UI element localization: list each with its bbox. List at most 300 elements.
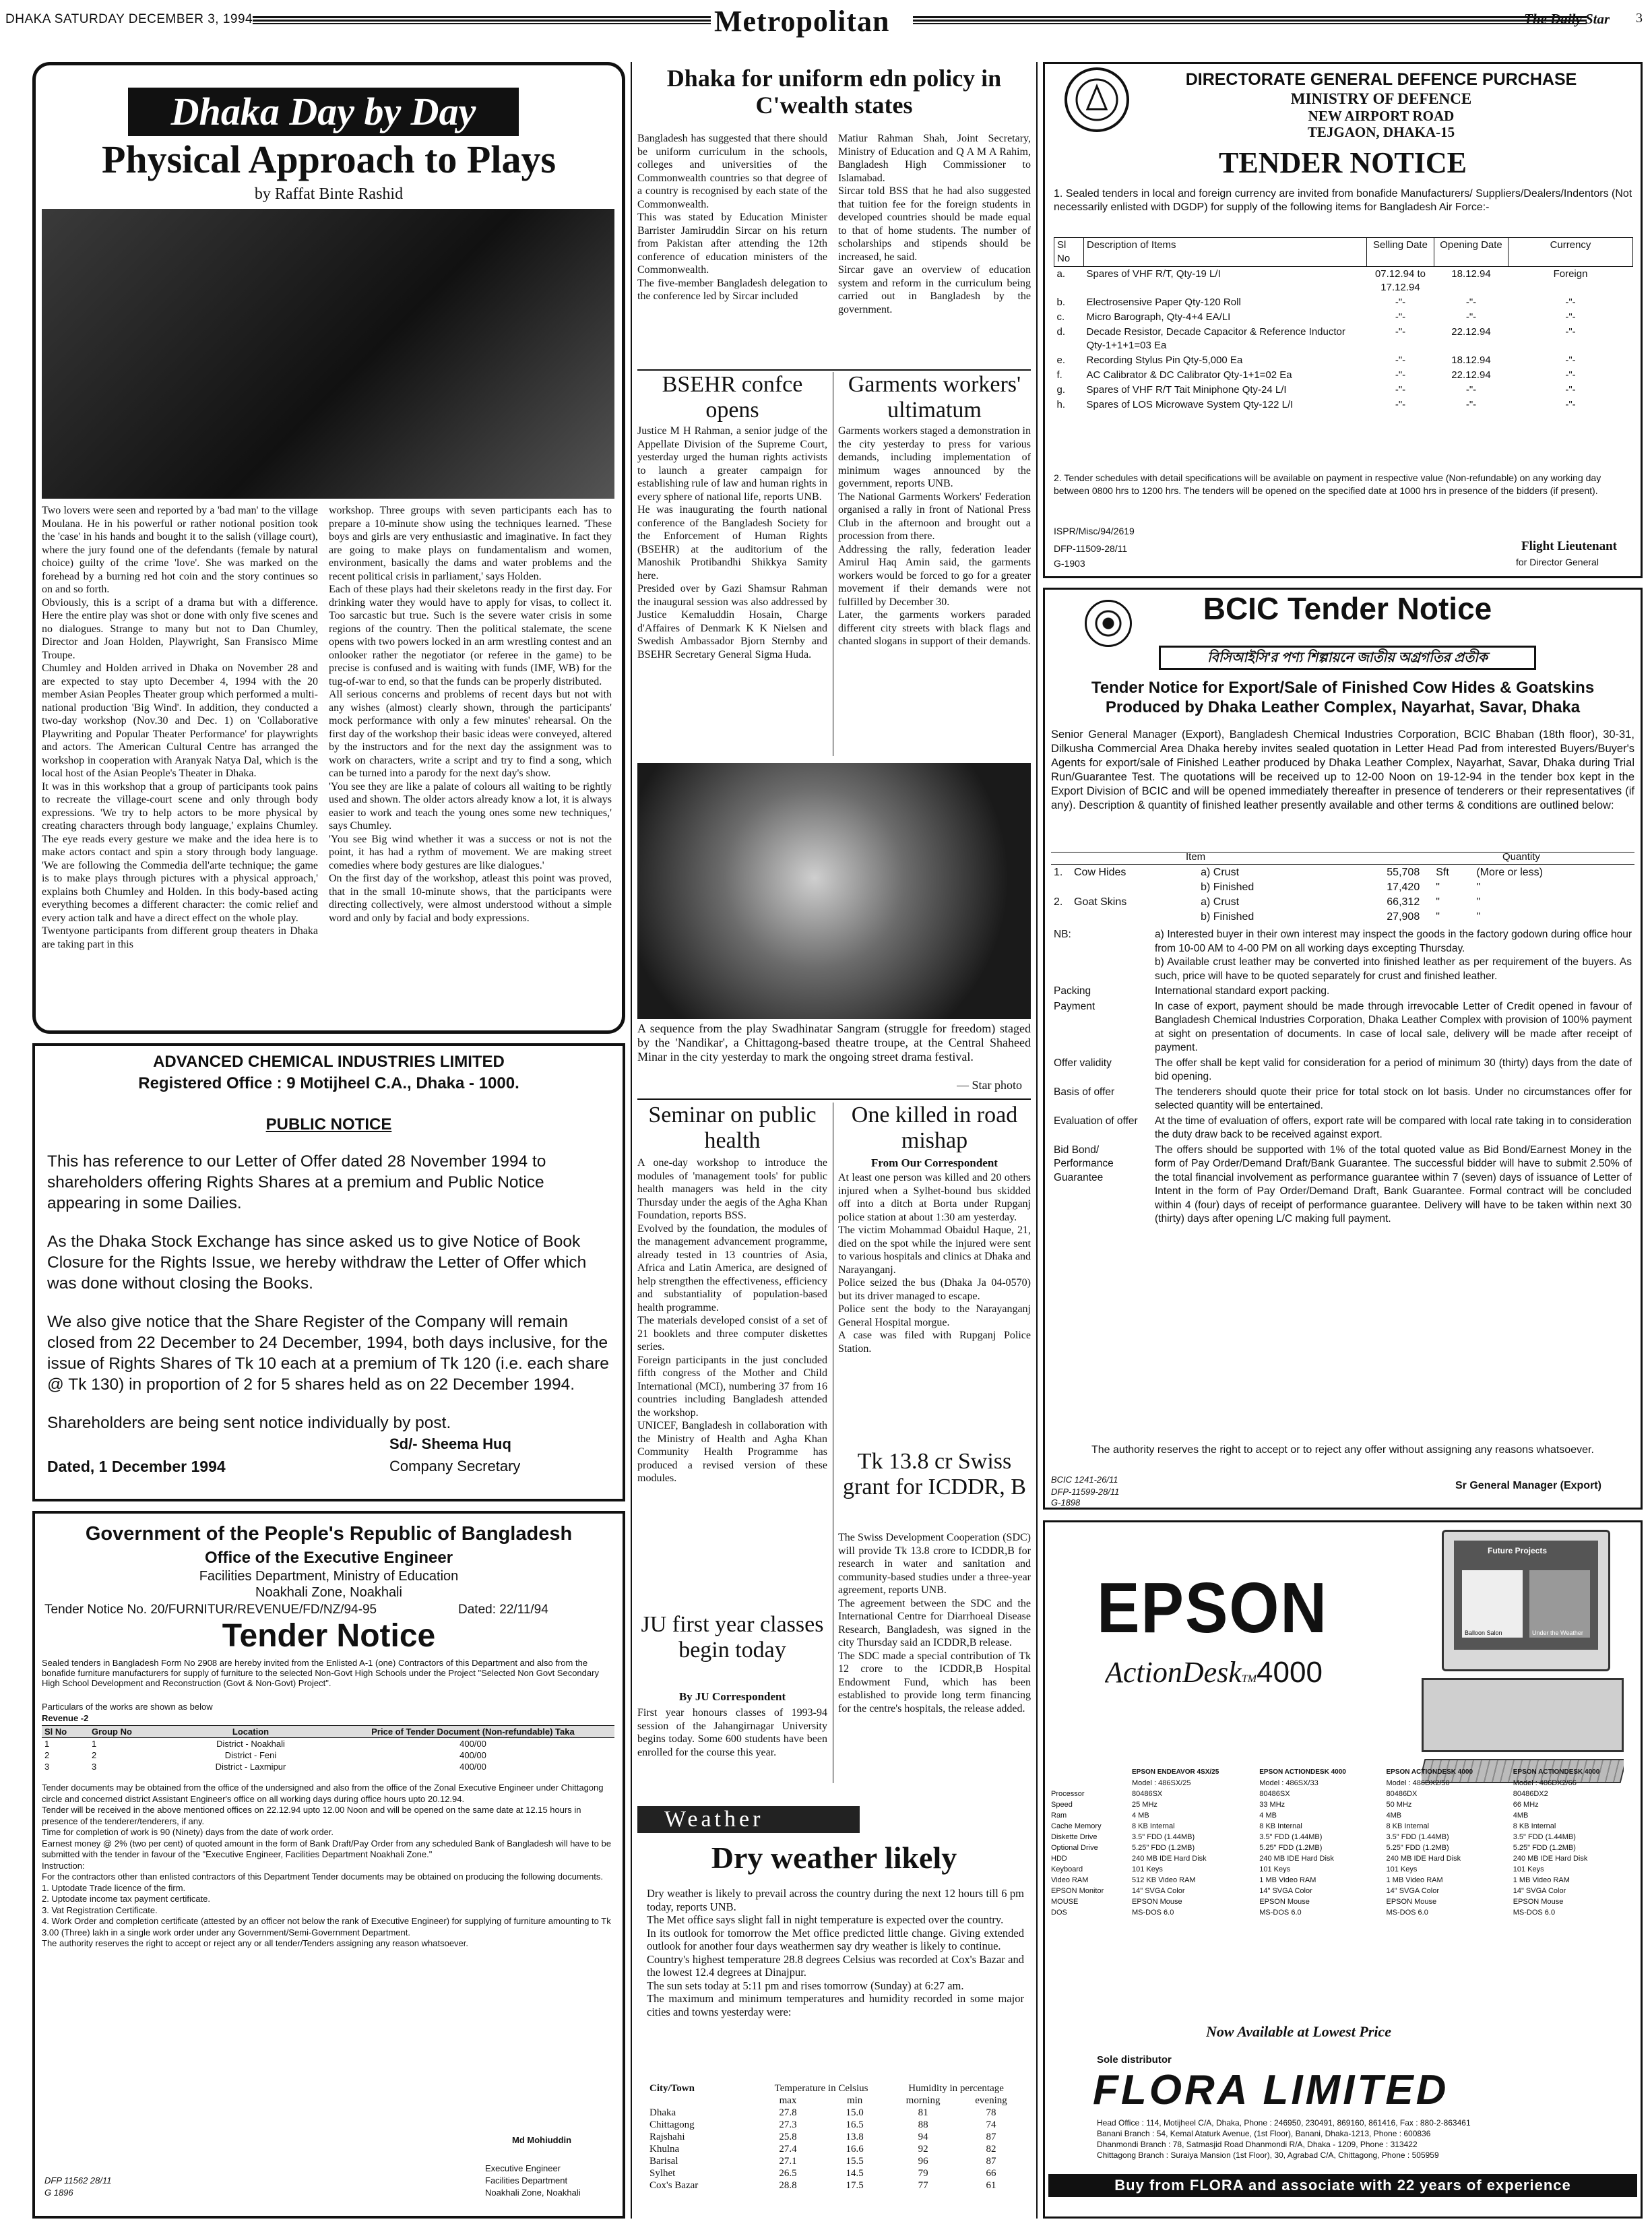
bcic-item-cell: b) Finished [1201, 911, 1254, 923]
bcic-item-cell: " [1436, 911, 1440, 923]
epson-spec-cell: 4 MB [1259, 1811, 1277, 1820]
bcic-bangla: বিসিআইসি'র পণ্য শিল্পায়নে জাতীয় অগ্রগতির প্রতীক [1159, 646, 1536, 670]
gov-table-row [42, 1761, 614, 1772]
masthead-rule-left [253, 16, 711, 24]
dgdp-table-cell: Spares of LOS Microwave System Qty-122 L/I [1086, 399, 1294, 410]
epson-spec-cell: Keyboard [1051, 1865, 1083, 1873]
dgdp-table-row [1054, 325, 1633, 353]
epson-spec-cell: HDD [1051, 1855, 1067, 1863]
dhaka-day-photo [42, 209, 614, 499]
bcic-item-cell: " [1436, 896, 1440, 908]
screen-label: Future Projects [1488, 1546, 1548, 1555]
uniform-headline: Dhaka for uniform edn policy in C'wealth states [666, 65, 1002, 119]
epson-spec-row [1048, 1789, 1637, 1799]
weather-body: Dry weather is likely to prevail across the country during the next 12 hours till 6 pm today, reports UNB. The Met office says slight fall in night temperature is expected over the country. In its outlook for tomorrow the Met office predicted little change. Giving extended outlook for another four days weathermen say dry weather is likely to continue. Country's highest temperature 28.8 degrees Celsius was recorded at Cox's Bazar and the lowest 12.4 degrees at Dinajpur. The sun sets today at 5:11 pm and rises tomorrow (Sunday) at 6:27 am. The maximum and minimum temperatures and humidity recorded in some major cities and towns yesterday were: [647, 1887, 1024, 2018]
bcic-term-cell: In case of export, payment should be made through irrevocable Letter of Credit opened in favour of Bangladesh Chemical Industries Corporation, Dhaka Leather Complex with provision of 100% payment at sight on presentation of documents. In case of local sale, delivery will be made after receipt of payment. [1155, 1000, 1632, 1053]
dhaka-day-byline: by Raffat Binte Rashid [254, 185, 404, 203]
epson-spec-cell: EPSON Mouse [1259, 1898, 1310, 1906]
bcic-item-cell: 1. [1054, 867, 1063, 878]
dgdp-heading: TENDER NOTICE [1219, 146, 1467, 179]
dgdp-table-cell: -"- [1395, 326, 1406, 338]
epson-spec-cell: Model : 486DX2/50 [1386, 1779, 1450, 1787]
bcic-item-cell: 27,908 [1387, 911, 1420, 923]
epson-spec-cell: Model : 486SX/25 [1132, 1779, 1191, 1787]
aci-dated: Dated, 1 December 1994 [47, 1458, 226, 1475]
dgdp-table-row [1054, 267, 1633, 296]
epson-spec-cell: 101 Keys [1386, 1865, 1418, 1873]
dateline: DHAKA SATURDAY DECEMBER 3, 1994 [5, 12, 253, 26]
dgdp-table-cell: Micro Barograph, Qty-4+4 EA/LI [1086, 311, 1231, 323]
epson-col-head [1048, 1767, 1129, 1778]
weather-table-cell: 77 [918, 2180, 928, 2191]
gov-zone: Noakhali Zone, Noakhali [255, 1585, 402, 1600]
gov-table-row [42, 1749, 614, 1761]
gov-table-row [42, 1738, 614, 1750]
bcic-item-cell: 66,312 [1387, 896, 1420, 908]
epson-spec-row [1048, 1853, 1637, 1864]
gov-table-cell: 2 [44, 1750, 50, 1760]
gov-table-cell: District - Noakhali [216, 1739, 285, 1749]
gov-body: Tender documents may be obtained from the office of the undersigned and also from the office of the Zonal Executive Engineer under Chittagong circle and concerned district Assistant Engineer's office on all working days during office hours upto 20.12.94. Tender will be received in the above mentioned offices on 22.12.94 upto 12.00 Noon and will be opened on the same date at 12.15 hours in presence of the tenderer/tenderers, if any. Time for completion of work is 90 (Ninety) days from the date of work order. Earnest money @ 2% (two per cent) of quoted amount in the form of Bank Draft/Pay Order from any scheduled Bank of Bangladesh will have to be submitted with the tender in favour of the "Executive Engineer, Facilities Department Noakhali Zone." Instruction: For the contractors other than enlisted contractors of this Department Tender documents may be obtained on producing the following documents. 1. Uptodate Trade licence of the firm. 2. Uptodate income tax payment certificate. 3. Vat Registration Certificate. 4. Work Order and completion certificate (attested by an officer not below the rank of Executive Engineer) for supplying of furniture amounting to Tk 3.00 (Three) lakh in a single work order under any Government/Semi-Government Department. The authority reserves the right to accept or reject any or all tender/Tenders assigning any reason whatsoever. [42, 1782, 611, 1948]
weather-table-cell: 16.5 [846, 2119, 864, 2130]
dgdp-ref-1: ISPR/Misc/94/2619 [1054, 526, 1135, 536]
dgdp-table-cell: b. [1056, 297, 1066, 308]
bcic-item-cell: Sft [1436, 867, 1449, 878]
weather-table-cell: 13.8 [846, 2132, 864, 2142]
weather-table-cell: 17.5 [846, 2180, 864, 2191]
epson-spec-cell: 8 KB Internal [1132, 1822, 1175, 1830]
weather-table-cell: 28.8 [779, 2180, 797, 2191]
office-banani: Banani Branch : 54, Kemal Ataturk Avenue, (1st Floor), Banani, Dhaka-1213, Phone : 600836 [1097, 2129, 1431, 2138]
epson-spec-cell: 80486SX [1259, 1790, 1290, 1798]
dgdp-emblem-icon [1065, 67, 1129, 132]
bcic-item-cell: a) Crust [1201, 896, 1240, 908]
epson-spec-cell: 14" SVGA Color [1386, 1887, 1439, 1895]
bcic-qty-head: Quantity [1502, 851, 1540, 863]
aci-signer: Sd/- Sheema Huq [389, 1435, 511, 1452]
aci-title: ADVANCED CHEMICAL INDUSTRIES LIMITED [153, 1053, 505, 1071]
weather-table-cell: 96 [918, 2156, 928, 2167]
col-rule-2 [1036, 62, 1038, 2219]
bcic-item-cell: b) Finished [1201, 881, 1254, 893]
garments-headline: Garments workers' ultimatum [848, 372, 1021, 423]
epson-spec-cell: MS-DOS 6.0 [1513, 1909, 1556, 1917]
dgdp-road: NEW AIRPORT ROAD [1308, 108, 1455, 124]
killed-body: At least one person was killed and 20 others injured when a Sylhet-bound bus skidded off into a ditch at Borta under Rupganj police station at about 1:30 am yesterday. The victim Mohammad Obaidul Haque, 21, died on the spot while the injured were sent to various hospitals and clinics at Dhaka and Narayanganj. Police seized the bus (Dhaka Ja 04-0570) but its driver managed to escape. Police sent the body to the Narayanganj General Hospital morgue. A case was filed with Rupganj Police Station. [838, 1172, 1031, 1355]
dgdp-table-cell: 22.12.94 [1451, 326, 1491, 338]
epson-spec-cell: 1 MB Video RAM [1513, 1876, 1570, 1884]
page-number: 3 [1636, 11, 1643, 26]
epson-spec-cell: 80486DX [1386, 1790, 1418, 1798]
weather-sub-max: max [779, 2095, 797, 2106]
weather-sub-min: min [846, 2095, 863, 2106]
dgdp-table-cell: -"- [1565, 399, 1576, 410]
weather-table-cell: 61 [986, 2180, 996, 2191]
ju-body: First year honours classes of 1993-94 session of the Jahangirnagar University begins today. Some 600 students have been enrolled for the course this year. [637, 1707, 827, 1758]
dgdp-table-cell: -"- [1465, 399, 1477, 410]
weather-table-cell: 16.6 [846, 2144, 864, 2154]
epson-spec-cell: 4MB [1386, 1811, 1402, 1820]
weather-table-cell: 87 [986, 2132, 996, 2142]
epson-spec-table [1048, 1767, 1637, 1918]
gov-sign-2: Facilities Department [485, 2175, 568, 2186]
bcic-item-cell: Goat Skins [1074, 896, 1127, 908]
dgdp-table-cell: -"- [1465, 384, 1477, 396]
weather-table-row [647, 2107, 1024, 2119]
dgdp-col-desc: Description of Items [1084, 238, 1367, 267]
bcic-item-row [1051, 910, 1630, 925]
gov-table-cell: District - Laxmipur [215, 1762, 286, 1772]
epson-spec-cell: 101 Keys [1259, 1865, 1291, 1873]
epson-spec-cell: 25 MHz [1132, 1801, 1157, 1809]
gov-table-cell: 1 [92, 1739, 97, 1749]
dgdp-table-cell: c. [1056, 311, 1065, 323]
gov-table-cell: 1 [44, 1739, 50, 1749]
bcic-term-row [1051, 1114, 1634, 1143]
gov-sign-name: Md Mohiuddin [512, 2135, 572, 2145]
dgdp-title: DIRECTORATE GENERAL DEFENCE PURCHASE [1185, 70, 1577, 89]
masthead-rule-right [913, 16, 1587, 24]
bcic-item-row [1051, 865, 1630, 880]
bcic-item-cell: 55,708 [1387, 867, 1420, 878]
epson-spec-cell: Diskette Drive [1051, 1833, 1098, 1841]
gov-table-cell: 400/00 [459, 1750, 486, 1760]
epson-spec-cell: Processor [1051, 1790, 1085, 1798]
bcic-term-row [1051, 1143, 1634, 1227]
epson-model-name: ActionDesk [1105, 1656, 1242, 1689]
gov-title: Government of the People's Republic of Bangladesh [85, 1523, 573, 1545]
epson-spec-cell: 3.5" FDD (1.44MB) [1386, 1833, 1449, 1841]
gov-table [42, 1725, 614, 1772]
dgdp-table-cell: Spares of VHF R/T, Qty-19 L/I [1086, 268, 1221, 280]
dgdp-table-cell: -"- [1565, 384, 1576, 396]
epson-spec-row [1048, 1907, 1637, 1918]
weather-sub-morning: morning [906, 2095, 941, 2106]
screen-window-2-label: Under the Weather [1532, 1630, 1583, 1636]
dgdp-table-cell: -"- [1465, 297, 1477, 308]
epson-spec-cell: 80486DX2 [1513, 1790, 1548, 1798]
weather-table-cell: 25.8 [779, 2132, 797, 2142]
weather-table-cell: Khulna [649, 2144, 680, 2154]
aci-paragraphs [47, 1151, 613, 1433]
gov-table-cell: 400/00 [459, 1762, 486, 1772]
bsehr-body: Justice M H Rahman, a senior judge of the Appellate Division of the Supreme Court, yesterday urged the human rights activists to launch a greater campaign for establishing rule of law and human rights in every sphere of national life, reports UNB. He was inaugurating the fourth national conference of the Bangladesh Society for the Enforcement of Human Rights (BSEHR) at the auditorium of the Manoshik Protibandhi Shikkya Samity here. Presided over by Gazi Shamsur Rahman the inaugural session was also addressed by Justice Kemaluddin Hosain, Charge d'Affaires of Denmark K K Nielsen and Swedish Ambassador Bjorn Sternby and BSEHR Secretary General Sigma Huda. [637, 425, 827, 660]
bsehr-headline: BSEHR confce opens [662, 372, 803, 423]
gov-ref-1: DFP 11562 28/11 [44, 2175, 112, 2186]
bcic-sign: Sr General Manager (Export) [1455, 1480, 1601, 1491]
bcic-term-cell: The tenderers should quote their price for total stock on lot basis. Under no circumstances offer for selected quantity will be entertained. [1155, 1086, 1632, 1111]
bcic-heading: BCIC Tender Notice [1203, 591, 1492, 626]
weather-table-cell: 26.5 [779, 2168, 797, 2179]
gov-ref-2: G 1896 [44, 2188, 73, 2198]
epson-spec-cell: 50 MHz [1386, 1801, 1412, 1809]
icddrb-headline: Tk 13.8 cr Swiss grant for ICDDR, B [843, 1449, 1026, 1499]
dgdp-table-cell: -"- [1395, 297, 1406, 308]
section-title: Metropolitan [714, 5, 890, 38]
epson-spec-row [1048, 1832, 1637, 1842]
bcic-term-cell: Basis of offer [1054, 1086, 1115, 1098]
epson-spec-cell: 8 KB Internal [1259, 1822, 1302, 1830]
dgdp-table-cell: -"- [1565, 297, 1576, 308]
weather-table-cell: 87 [986, 2156, 996, 2167]
gov-table-cell: District - Feni [224, 1750, 277, 1760]
epson-spec-cell: EPSON Mouse [1386, 1898, 1437, 1906]
epson-spec-cell: Model : 486SX/33 [1259, 1779, 1319, 1787]
middle-rule-1 [637, 369, 1031, 371]
epson-spec-cell: 5.25" FDD (1.2MB) [1513, 1844, 1576, 1852]
office-chittagong: Chittagong Branch : Suraiya Mansion (1st Floor), 30, Agrabad C/A, Chittagong, Phone : 505959 [1097, 2150, 1439, 2160]
bcic-item-cell: " [1476, 911, 1480, 923]
ju-headline: JU first year classes begin today [641, 1612, 824, 1663]
weather-headline: Dry weather likely [711, 1840, 957, 1875]
dgdp-table-cell: g. [1056, 384, 1066, 396]
bcic-reserve: The authority reserves the right to accept or to reject any offer without assigning any reasons whatsoever. [1091, 1444, 1594, 1456]
weather-table-cell: 92 [918, 2144, 928, 2154]
uniform-col1: Bangladesh has suggested that there should be uniform curriculum in the schools, colleges and universities of the Commonwealth countries so that degree of a country is recognised by each state of the Commonwealth. This was stated by Education Minister Barrister Jamiruddin Sircar on his return from Pakistan after attending the 12th conference of education ministers of the Commonwealth. The five-member Bangladesh delegation to the conference led by Sircar included [637, 133, 827, 302]
bcic-item-cell: " [1476, 881, 1480, 893]
bcic-item-head: Item [1186, 851, 1206, 863]
weather-table-cell: 15.0 [846, 2107, 864, 2118]
bcic-item-cell: 2. [1054, 896, 1063, 908]
dgdp-intro: 1. Sealed tenders in local and foreign currency are invited from bonafide Manufacturers/ Suppliers/Dealers/Indentors (Not necessarily enlisted with DGDP) for supply of the following items for Bangladesh Air Force:- [1054, 188, 1632, 213]
epson-col-head: EPSON ACTIONDESK 4000 [1513, 1768, 1600, 1776]
gov-particulars: Particulars of the works are shown as below [42, 1702, 213, 1712]
gov-sign-1: Executive Engineer [485, 2163, 561, 2173]
dgdp-sign-for: for Director General [1516, 557, 1599, 567]
epson-spec-cell: 240 MB IDE Hard Disk [1386, 1855, 1461, 1863]
epson-spec-cell: 101 Keys [1132, 1865, 1163, 1873]
epson-spec-cell: Ram [1051, 1811, 1067, 1820]
epson-spec-cell: EPSON Monitor [1051, 1887, 1104, 1895]
epson-spec-cell: MS-DOS 6.0 [1132, 1909, 1174, 1917]
epson-spec-cell: DOS [1051, 1909, 1067, 1917]
bcic-item-row [1051, 895, 1630, 910]
weather-table-cell: 66 [986, 2168, 996, 2179]
bcic-term-cell: Evaluation of offer [1054, 1115, 1138, 1127]
epson-spec-cell: 14" SVGA Color [1259, 1887, 1312, 1895]
weather-table-row [647, 2155, 1024, 2167]
epson-spec-cell: 14" SVGA Color [1513, 1887, 1566, 1895]
bcic-item-cell [1051, 910, 1071, 925]
weather-table-cell: 15.5 [846, 2156, 864, 2167]
killed-byline: From Our Correspondent [871, 1156, 998, 1169]
dgdp-table-cell: AC Calibrator & DC Calibrator Qty-1+1=02 Ea [1086, 369, 1292, 381]
epson-spec-cell: Optional Drive [1051, 1844, 1098, 1852]
weather-table-cell: 81 [918, 2107, 928, 2118]
weather-col-city: City/Town [649, 2083, 695, 2094]
weather-col-humidity: Humidity in percentage [908, 2083, 1004, 2094]
aci-para-3: We also give notice that the Share Register of the Company will remain closed from 22 December to 24 December, 1994, both days inclusive, for the issue of Rights Shares of Tk 10 each at a premium of Tk 120 (i.e. each share @ Tk 130) in proportion of 2 for 5 shares held as on 22 December 1994. [47, 1313, 609, 1394]
epson-spec-cell: 240 MB IDE Hard Disk [1259, 1855, 1334, 1863]
bcic-term-cell: International standard export packing. [1155, 985, 1330, 997]
epson-spec-cell: MOUSE [1051, 1898, 1079, 1906]
aci-signer-title: Company Secretary [389, 1458, 521, 1475]
paper-name: The Daily Star [1524, 11, 1610, 27]
epson-spec-cell: Video RAM [1051, 1876, 1089, 1884]
epson-spec-cell: 3.5" FDD (1.44MB) [1132, 1833, 1195, 1841]
weather-table-row [647, 2131, 1024, 2143]
weather-table-cell: 27.3 [779, 2119, 797, 2130]
weather-table-cell: 27.8 [779, 2107, 797, 2118]
epson-distributor: FLORA LIMITED [1093, 2067, 1449, 2113]
epson-spec-cell: 5.25" FDD (1.2MB) [1259, 1844, 1323, 1852]
bcic-item-cell: (More or less) [1476, 867, 1543, 878]
weather-table-cell: 94 [918, 2132, 928, 2142]
epson-spec-cell: 4MB [1513, 1811, 1529, 1820]
epson-spec-cell: 80486SX [1132, 1790, 1163, 1798]
aci-para-4: Shareholders are being sent notice individually by post. [47, 1414, 451, 1432]
bcic-items-table [1051, 865, 1630, 925]
bcic-term-row [1051, 927, 1634, 984]
weather-table-row [647, 2143, 1024, 2155]
weather-table-cell: Barisal [649, 2156, 678, 2167]
bcic-ref-1: BCIC 1241-26/11 [1051, 1475, 1118, 1485]
gov-revenue: Revenue -2 [42, 1713, 89, 1723]
gov-table-cell: 400/00 [459, 1739, 486, 1749]
garments-body: Garments workers staged a demonstration in the city yesterday to press for various demands, including implementation of minimum wages announced by the government, reports UNB. The National Garments Workers' Federation organised a rally in front of National Press Club in the afternoon and brought out a procession from there. Addressing the rally, federation leader Amirul Haq Amin said, the garments workers would be forced to go for a greater movement if their demands were not fulfilled by December 30. Later, the garments workers paraded different city streets with black flags and chanted slogans in support of their demands. [838, 425, 1031, 647]
dgdp-table-cell: d. [1056, 326, 1066, 338]
bcic-term-row [1051, 984, 1634, 999]
weather-table-cell: 82 [986, 2144, 996, 2154]
col-rule-1 [631, 62, 632, 2219]
dgdp-table-cell: 18.12.94 [1451, 354, 1491, 366]
bcic-term-cell: The offers should be supported with 1% of the total quoted value as Bid Bond/Earnest Money in the form of Pay Order/Demand Draft/Bank Guarantee. The successful bidder will have to submit 2.50% of the total financial involvement as performance guarantee within 7 (seven) days of issuance of Letter of Intent in the form of Pay Order/Demand Draft, Bank Guarantee. Formal contract will be concluded within 4 (four) days of receipt of performance guarantee. Delivery will have to be taken within next 30 (thirty) days after opening L/C making full payment. [1155, 1144, 1632, 1224]
dgdp-table-cell: e. [1056, 354, 1066, 366]
gov-office: Office of the Executive Engineer [204, 1549, 453, 1567]
aci-para-1: This has reference to our Letter of Offer dated 28 November 1994 to shareholders offering Rights Shares at a premium and Public Notice appearing in some Dailies. [47, 1152, 546, 1212]
dgdp-table [1054, 237, 1633, 412]
dgdp-place: TEJGAON, DHAKA-15 [1307, 124, 1455, 140]
aci-public-notice: PUBLIC NOTICE [265, 1115, 392, 1134]
uniform-col2: Matiur Rahman Shah, Joint Secretary, Ministry of Education and Q A M A Rahim, Bangladesh High Commissioner to Islamabad. Sircar told BSS that he had also suggested that tuition fee for the foreign students in developed countries should be made equal to that of home students. The number of scholarships and stipends should be increased, he said. Sircar gave an overview of education system and reform in the curriculum being carried out in Bangladesh by the government. [838, 133, 1031, 315]
epson-spec-cell: 240 MB IDE Hard Disk [1132, 1855, 1207, 1863]
screen-window-1 [1462, 1570, 1523, 1638]
dgdp-col-opening: Opening Date [1434, 238, 1508, 267]
dgdp-table-cell: Decade Resistor, Decade Capacitor & Reference Inductor Qty-1+1+1=03 Ea [1086, 326, 1345, 351]
bcic-item-cell [1051, 880, 1071, 895]
epson-offices [1097, 2117, 1636, 2161]
weather-table-cell: 88 [918, 2119, 928, 2130]
epson-spec-cell: 1 MB Video RAM [1386, 1876, 1443, 1884]
epson-spec-cell: 8 KB Internal [1513, 1822, 1556, 1830]
gov-table-cell: 2 [92, 1750, 97, 1760]
gov-intro: Sealed tenders in Bangladesh Form No 2908 are hereby invited from the Enlisted A-1 (one) Contractors of this Department and also from the bonafide furniture manufacturers for supply of furniture to the selected Non-Govt High Schools under the Project "Selected Non Govt Secondary High School Development and Reconstruction (Govt & Non-Govt) Project". [42, 1658, 599, 1688]
weather-table-cell: 78 [986, 2107, 996, 2118]
epson-spec-row [1048, 1778, 1637, 1789]
weather-table-cell: Sylhet [649, 2168, 676, 2179]
desktop-unit [1422, 1678, 1624, 1752]
epson-spec-cell: 5.25" FDD (1.2MB) [1132, 1844, 1195, 1852]
epson-computer-image [1422, 1530, 1624, 1786]
epson-spec-cell: 101 Keys [1513, 1865, 1544, 1873]
aci-office: Registered Office : 9 Motijheel C.A., Dhaka - 1000. [138, 1074, 519, 1092]
gov-col-sl: Sl No [44, 1727, 67, 1737]
dgdp-table-cell: -"- [1565, 311, 1576, 323]
ju-byline: By JU Correspondent [678, 1690, 786, 1703]
bcic-term-cell: The offer shall be kept valid for consideration for a period of minimum 30 (thirty) days from the date of bid opening. [1155, 1057, 1632, 1082]
dgdp-table-cell: -"- [1565, 354, 1576, 366]
street-drama-photo [637, 763, 1031, 1019]
photo-caption: A sequence from the play Swadhinatar Sangram (struggle for freedom) staged by the 'Nandikar', a Chittagong-based theatre troupe, at the Central Shaheed Minar in the city yesterday to mark the ongoing street drama festival. [637, 1022, 1031, 1063]
bcic-term-cell: a) Interested buyer in their own interest may inspect the goods in the factory godown during office hour from 10-00 AM to 4-00 PM on all working days excepting Thursday. b) Available crust leather may be converted into finished leather as per requirement of the buyers. As such, price will have to be quoted separately for crust and finished leather. [1155, 929, 1632, 982]
bcic-logo-icon [1085, 600, 1132, 647]
epson-model-number: 4000 [1257, 1656, 1323, 1689]
dgdp-table-cell: f. [1056, 369, 1062, 381]
epson-spec-cell: 3.5" FDD (1.44MB) [1513, 1833, 1576, 1841]
epson-col-head: EPSON ACTIONDESK 4000 [1259, 1768, 1346, 1776]
dgdp-table-cell: Recording Stylus Pin Qty-5,000 Ea [1086, 354, 1243, 366]
gov-heading: Tender Notice [222, 1618, 436, 1654]
bcic-item-cell: a) Crust [1201, 867, 1240, 878]
dgdp-table-cell: -"- [1395, 384, 1406, 396]
gov-table-cell: 3 [92, 1762, 97, 1772]
epson-spec-cell: 240 MB IDE Hard Disk [1513, 1855, 1588, 1863]
dgdp-col-currency: Currency [1550, 239, 1591, 251]
gov-sign-3: Noakhali Zone, Noakhali [485, 2188, 581, 2198]
epson-spec-cell: 4 MB [1132, 1811, 1149, 1820]
bcic-intro: Senior General Manager (Export), Bangladesh Chemical Industries Corporation, BCIC Bhaban (18th floor), 30-31, Dilkusha Commercial Area Dhaka hereby invites sealed quotation in Letter Head Pad from interested Buyers/Buyer's Agents for export/sale of Finished Leather produced by Dhaka Leather Complex, Nayarhat, Savar, Dhaka during Trial Run/Guarantee Test. The quotations will be received up to 12-00 Noon on 19-12-94 in the tender box kept in the Export Division of BCIC and will be opened immediately thereafter in presence of tenderers or their representatives (if any). Description & quantity of finished leather presently available and other terms & conditions are outlined below: [1051, 728, 1634, 811]
bcic-term-cell: Offer validity [1054, 1057, 1112, 1069]
dgdp-ministry: MINISTRY OF DEFENCE [1290, 90, 1472, 107]
office-dhanmondi: Dhanmondi Branch : 78, Satmasjid Road Dhanmondi R/A, Dhaka - 1209, Phone : 313422 [1097, 2140, 1418, 2149]
weather-table-cell: 27.1 [779, 2156, 797, 2167]
weather-col-temp: Temperature in Celsius [774, 2083, 868, 2094]
epson-spec-row [1048, 1896, 1637, 1907]
epson-spec-cell: 5.25" FDD (1.2MB) [1386, 1844, 1449, 1852]
gov-col-price: Price of Tender Document (Non-refundable) Taka [371, 1727, 575, 1737]
dgdp-table-row [1054, 295, 1633, 310]
epson-tm: TM [1241, 1673, 1257, 1685]
icddrb-body: The Swiss Development Cooperation (SDC) will provide Tk 13.8 crore to ICDDR,B for research in water and sanitation and community-based studies under a three-year agreement, reports UNB. The agreement between the SDC and the International Centre for Diarrhoeal Disease Research, Bangladesh, was signed in the city Thursday said an ICDDR,B release. The SDC made a special contribution of Tk 12 crore to the ICDDR,B Hospital Endowment Fund, which has been established to provide long term financing for the centre's hospitals, the release added. [838, 1532, 1031, 1714]
bcic-item-cell [1071, 880, 1198, 895]
dgdp-table-cell: -"- [1395, 311, 1406, 323]
seminar-headline: Seminar on public health [648, 1103, 817, 1153]
bcic-ref-3: G-1898 [1051, 1497, 1081, 1508]
dgdp-col-selling: Selling Date [1367, 238, 1434, 267]
photo-credit: — Star photo [957, 1078, 1022, 1092]
bcic-ref-2: DFP-11599-28/11 [1051, 1487, 1120, 1497]
bcic-term-row [1051, 1085, 1634, 1114]
weather-table-cell: 74 [986, 2119, 996, 2130]
dgdp-table-cell: 07.12.94 to 17.12.94 [1374, 268, 1426, 293]
bcic-term-cell: Bid Bond/ Performance Guarantee [1054, 1144, 1114, 1183]
dgdp-table-cell: Spares of VHF R/T Tait Miniphone Qty-24 L/I [1086, 384, 1287, 396]
dgdp-table-row [1054, 398, 1633, 412]
epson-spec-cell: 66 MHz [1513, 1801, 1539, 1809]
bcic-term-cell: Payment [1054, 1000, 1095, 1012]
dhaka-day-col1: Two lovers were seen and reported by a 'bad man' to the village Moulana. He in his powerful or rather notional position took the 'case' in his hands and bought it to the salish (village court), where the jury found one of the defendants (female by natural choice) guilty of the crime 'love'. She was marked on the forehead by a burning red hot coin and the story continues so on and so forth. Obviously, this is a script of a drama but with a difference. Here the entire play was shot or done with only five scenes and no dialogues. Strange to many but not to Dan Chumley, Director and Joan Holden, Playwright, San Fransisco Mime Troupe. Chumley and Holden arrived in Dhaka on November 28 and are expected to stay upto December 4, 1994 with the 20 member Asian Peoples Theater group which performed a multi-national production 'Big Wind'. In addition, they conducted a two-day workshop (Nov.30 and Dec. 1) on 'Collaborative Playwriting and Popular Theater Performance' for playwrights and actors. The American Cultural Centre has arranged the workshop in cooperation with Aranyak Natya Dal, which is the local host of the Asian People's Theater in Dhaka. It was in this workshop that a group of participants took pains to recreate the village-court scene and only through body expressions. 'We try to help actors to be more physical by creating characters through body language,' explains Chumley. The eye reads every gesture we make and the idea here is to make actors contact and spin a story through body language. 'We are following the Commedia dell'arte technique; the game is to make plays through pictures with a physical approach,' explains both Chumley and Holden. In this body-based acting everything becomes a different character: the comic relief and every action talk and have a direct effect on the whole play. Twentyone participants from different group theaters in Dhaka are taking part in this [42, 505, 318, 950]
epson-brand: EPSON [1097, 1568, 1328, 1648]
epson-spec-row [1048, 1810, 1637, 1821]
office-head: Head Office : 114, Motijheel C/A, Dhaka, Phone : 246950, 230491, 869160, 861416, Fax : 880-2-863461 [1097, 2118, 1471, 2128]
epson-col-head: EPSON ACTIONDESK 4000 [1386, 1768, 1473, 1776]
weather-table-cell: Chittagong [649, 2119, 695, 2130]
dgdp-table-row [1054, 383, 1633, 398]
middle-rule-2 [637, 1098, 1031, 1100]
epson-spec-row [1048, 1842, 1637, 1853]
screen-window-2 [1529, 1570, 1590, 1638]
weather-table-cell: Rajshahi [649, 2132, 685, 2142]
epson-distributor-label: Sole distributor [1097, 2054, 1172, 2066]
dgdp-table-row [1054, 310, 1633, 325]
killed-headline: One killed in road mishap [851, 1103, 1018, 1153]
bcic-term-cell: NB: [1054, 929, 1071, 940]
dgdp-table-row [1054, 368, 1633, 383]
epson-spec-row [1048, 1799, 1637, 1810]
gov-notice-no: Tender Notice No. 20/FURNITUR/REVENUE/FD/NZ/94-95 [44, 1603, 377, 1617]
bcic-item-cell [1071, 910, 1198, 925]
weather-table-cell: 14.5 [846, 2168, 864, 2179]
